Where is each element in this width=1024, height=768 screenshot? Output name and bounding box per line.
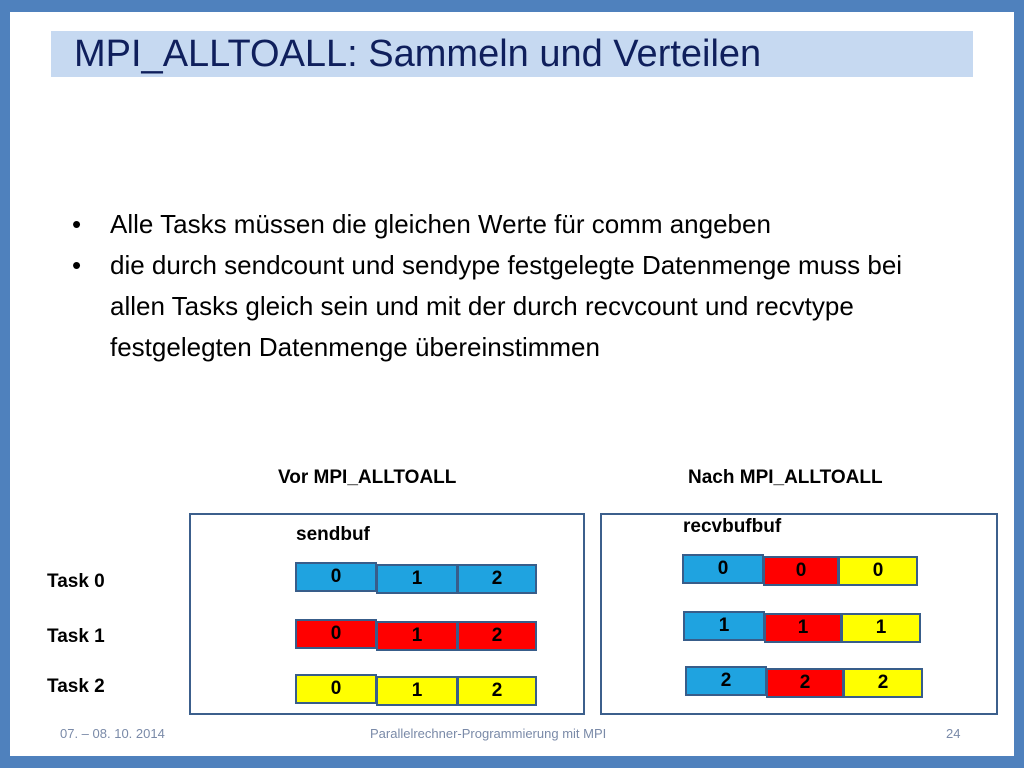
recvbuf-cell: 2 [843, 668, 923, 698]
before-caption: Vor MPI_ALLTOALL [278, 467, 457, 488]
slide-title: MPI_ALLTOALL: Sammeln und Verteilen [74, 33, 762, 75]
after-caption: Nach MPI_ALLTOALL [688, 467, 883, 488]
recvbuf-cell: 2 [685, 666, 767, 696]
footer-date: 07. – 08. 10. 2014 [60, 726, 165, 741]
sendbuf-cell: 2 [457, 621, 537, 651]
footer-page-number: 24 [946, 726, 961, 741]
footer-course: Parallelrechner-Programmierung mit MPI [370, 726, 607, 741]
task-label-2: Task 2 [47, 676, 105, 697]
bullet-item [72, 204, 922, 245]
bullet-list [72, 204, 922, 368]
sendbuf-label: sendbuf [296, 524, 370, 545]
bullet-dot: • [72, 209, 82, 239]
sendbuf-cell: 2 [457, 564, 537, 594]
task-label-0: Task 0 [47, 571, 105, 592]
sendbuf-cell: 0 [295, 619, 377, 649]
sendbuf-cell: 1 [376, 621, 458, 651]
bullet-item [72, 245, 922, 368]
bullet-dot: • [72, 250, 82, 280]
sendbuf-cell: 0 [295, 674, 377, 704]
recvbuf-cell: 1 [683, 611, 765, 641]
sendbuf-cell: 2 [457, 676, 537, 706]
recvbuf-label: recvbufbuf [683, 516, 782, 537]
sendbuf-cell: 1 [376, 564, 458, 594]
sendbuf-cell: 0 [295, 562, 377, 592]
recvbuf-cell: 0 [682, 554, 764, 584]
recvbuf-cell: 0 [838, 556, 918, 586]
recvbuf-cell: 1 [764, 613, 842, 643]
recvbuf-cell: 0 [763, 556, 839, 586]
recvbuf-cell: 1 [841, 613, 921, 643]
task-label-1: Task 1 [47, 626, 105, 647]
bullet-text: die durch sendcount und sendype festgelegte Datenmenge muss bei allen Tasks gleich sein und mit der durch recvcount und recvtype festgelegten Datenmenge übereinstimmen [110, 250, 903, 362]
bullet-text: Alle Tasks müssen die gleichen Werte für comm angeben [110, 209, 771, 239]
recvbuf-cell: 2 [766, 668, 844, 698]
sendbuf-cell: 1 [376, 676, 458, 706]
